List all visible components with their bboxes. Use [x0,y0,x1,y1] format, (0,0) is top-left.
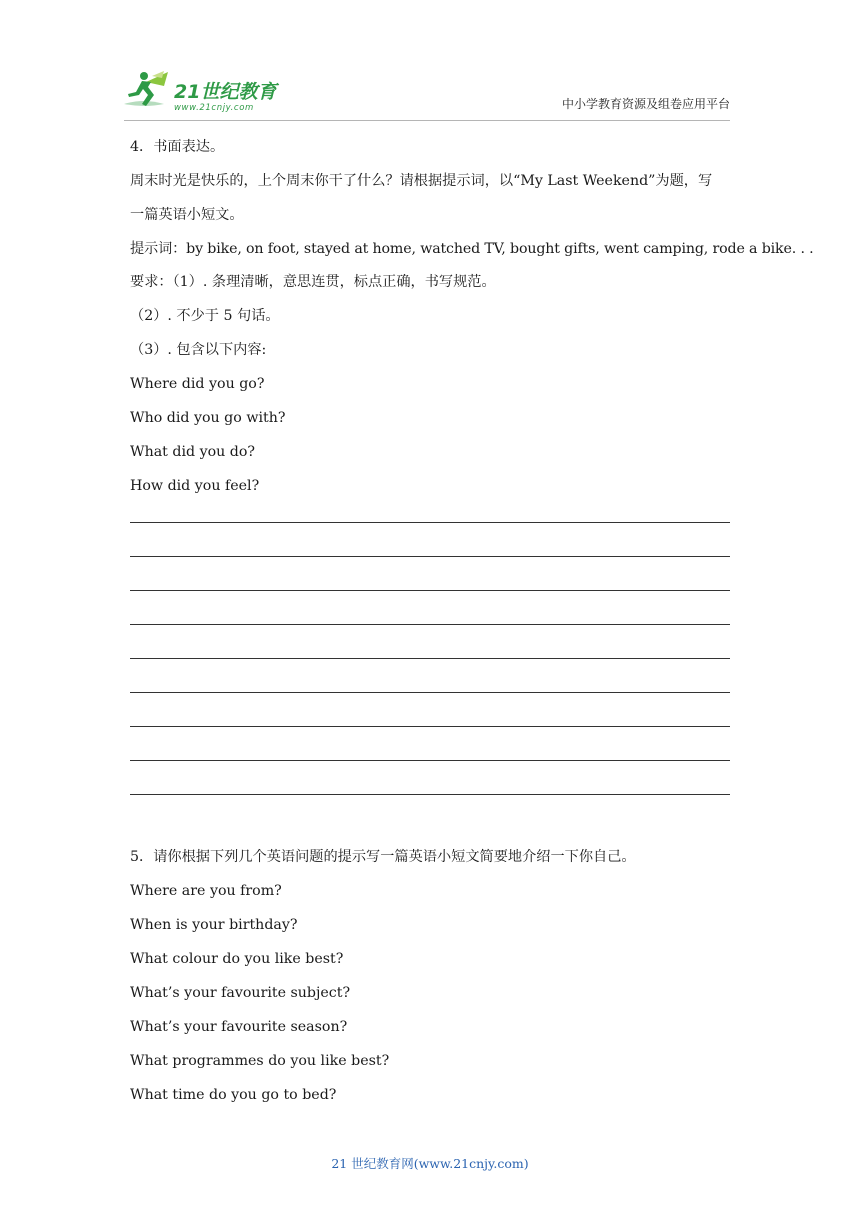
q5-title: 5．请你根据下列几个英语问题的提示写一篇英语小短文简要地介绍一下你自己。 [130,849,636,865]
runner-logo-icon [124,68,294,114]
answer-line[interactable] [130,624,730,625]
q5-question: Where are you from? [130,883,282,899]
q5-question: What time do you go to bed? [130,1087,337,1103]
q4-requirement-1: 要求：（1）. 条理清晰，意思连贯，标点正确，书写规范。 [130,274,496,290]
platform-tagline: 中小学教育资源及组卷应用平台 [561,97,730,111]
answer-line[interactable] [130,658,730,659]
answer-line[interactable] [130,760,730,761]
q4-question: Who did you go with? [130,410,286,426]
answer-line[interactable] [130,794,730,795]
q4-hints: 提示词：by bike, on foot, stayed at home, watched TV, bought gifts, went camping, rode a bike. . . [130,241,814,257]
q5-question: What colour do you like best? [130,951,344,967]
q4-title: 4．书面表达。 [130,139,225,155]
page-footer[interactable]: 21 世纪教育网(www.21cnjy.com) [331,1156,529,1171]
site-logo [124,68,294,114]
q4-prompt-line1: 周末时光是快乐的，上个周末你干了什么？请根据提示词，以“My Last Weekend”为题，写 [130,173,713,189]
svg-text:21世纪教育: 21世纪教育 [174,81,277,103]
q5-question: When is your birthday? [130,917,298,933]
q5-question: What’s your favourite season? [130,1019,348,1035]
q5-question: What programmes do you like best? [130,1053,390,1069]
answer-line[interactable] [130,556,730,557]
answer-line[interactable] [130,522,730,523]
header-divider [124,120,730,121]
answer-line[interactable] [130,726,730,727]
q4-question: Where did you go? [130,376,265,392]
q5-question: What’s your favourite subject? [130,985,351,1001]
svg-text:www.21cnjy.com: www.21cnjy.com [174,103,254,113]
q4-question: How did you feel? [130,478,260,494]
answer-line[interactable] [130,692,730,693]
page-header [0,0,860,122]
q4-requirement-3: （3）. 包含以下内容: [130,342,267,358]
q4-requirement-2: （2）. 不少于 5 句话。 [130,308,280,324]
answer-line[interactable] [130,590,730,591]
q4-prompt-line2: 一篇英语小短文。 [130,207,244,223]
q4-question: What did you do? [130,444,256,460]
